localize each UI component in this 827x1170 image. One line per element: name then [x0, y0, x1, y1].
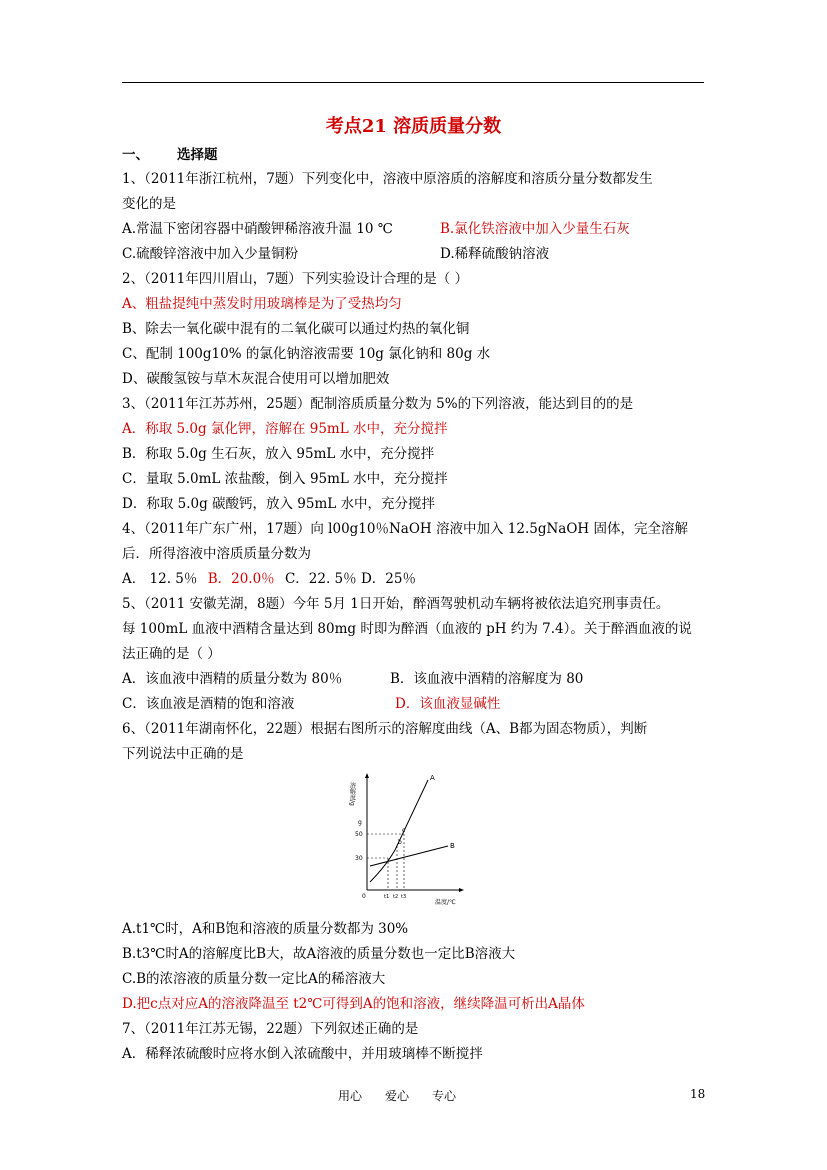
q6-option-c: C.B的浓溶液的质量分数一定比A的稀溶液大 — [122, 971, 386, 987]
q1-option-b-answer: B.氯化铁溶液中加入少量生石灰 — [440, 221, 630, 237]
point-c: c — [402, 827, 406, 834]
q1-option-a: A.常温下密闭容器中硝酸钾稀溶液升温 10 ℃ — [122, 221, 393, 237]
footer-word-2: 爱心 — [385, 1089, 410, 1103]
q6-option-a: A.t1℃时，A和B饱和溶液的质量分数都为 30% — [122, 921, 409, 937]
page-title: 考点21 溶质质量分数 — [325, 116, 502, 137]
q1-stem-line2: 变化的是 — [122, 196, 176, 212]
x-tick-t3: t3 — [401, 894, 407, 900]
q4-option-b-answer: B．20.0％ — [207, 571, 275, 587]
page-number: 18 — [690, 1087, 706, 1101]
q5-stem-line3: 法正确的是（ ） — [122, 646, 221, 662]
q7-option-a: A．稀释浓硫酸时应将水倒入浓硫酸中，并用玻璃棒不断搅拌 — [122, 1046, 483, 1062]
q1-option-d: D.稀释硫酸钠溶液 — [440, 246, 550, 262]
y-tick-unit: g — [358, 819, 362, 826]
footer-word-1: 用心 — [338, 1089, 363, 1103]
section-label: 选择题 — [177, 147, 218, 163]
x-tick-t2: t2 — [393, 894, 399, 900]
curve-b — [370, 846, 448, 866]
x-tick-t1: t1 — [384, 894, 390, 900]
solubility-curve-graph — [350, 770, 465, 905]
q2-option-c: C、配制 100g10% 的氯化钠溶液需要 10g 氯化钠和 80g 水 — [122, 346, 491, 362]
y-tick-50: 50 — [355, 831, 363, 838]
header-rule — [122, 82, 704, 83]
graph-y-arrow — [365, 773, 369, 778]
curve-a — [370, 780, 428, 882]
q1-stem-line1: 1、（2011年浙江杭州，7题）下列变化中，溶液中原溶质的溶解度和溶质分量分数都发生 — [122, 171, 653, 187]
q6-option-d-answer: D.把c点对应A的溶液降温至 t2℃可得到A的饱和溶液，继续降温可析出A晶体 — [122, 996, 585, 1012]
q1-option-c: C.硫酸锌溶液中加入少量铜粉 — [122, 246, 299, 262]
q6-stem-line2: 下列说法中正确的是 — [122, 746, 244, 762]
q5-option-b: B．该血液中酒精的溶解度为 80 — [390, 671, 584, 687]
q5-option-d-answer: D．该血液显碱性 — [395, 696, 501, 712]
q5-stem-line2: 每 100mL 血液中酒精含量达到 80mg 时即为醉酒（血液的 pH 约为 7.4）。关于醉酒血液的说 — [122, 621, 692, 637]
q3-option-c: C．量取 5.0mL 浓盐酸，倒入 95mL 水中，充分搅拌 — [122, 471, 448, 487]
q3-option-b: B．称取 5.0g 生石灰，放入 95mL 水中，充分搅拌 — [122, 446, 435, 462]
q3-option-d: D．称取 5.0g 碳酸钙，放入 95mL 水中，充分搅拌 — [122, 496, 436, 512]
q6-option-b: B.t3℃时A的溶解度比B大，故A溶液的质量分数也一定比B溶液大 — [122, 946, 516, 962]
q5-stem-line1: 5、（2011 安徽芜湖，8题）今年 5月 1日开始，醉酒驾驶机动车辆将被依法追究刑事责任。 — [122, 596, 670, 612]
graph-x-arrow — [459, 888, 464, 892]
graph-origin: 0 — [362, 893, 366, 900]
q7-stem: 7、（2011年江苏无锡，22题）下列叙述正确的是 — [122, 1021, 419, 1037]
q5-option-c: C．该血液是酒精的饱和溶液 — [122, 696, 295, 712]
q4-option-a: A． 12. 5％ — [122, 571, 198, 587]
curve-b-label: B — [450, 842, 455, 850]
graph-xlabel: 温度/℃ — [435, 899, 456, 906]
q5-option-a: A．该血液中酒精的质量分数为 80％ — [122, 671, 343, 687]
q4-options — [122, 570, 416, 588]
q3-option-a-answer: A．称取 5.0g 氯化钾，溶解在 95mL 水中，充分搅拌 — [122, 421, 448, 437]
point-b: b — [398, 839, 402, 846]
section-number: 一、 — [122, 147, 149, 163]
footer-word-3: 专心 — [432, 1089, 457, 1103]
y-tick-30: 30 — [355, 855, 363, 862]
section-heading — [122, 146, 218, 164]
q2-option-d: D、碳酸氢铵与草木灰混合使用可以增加肥效 — [122, 371, 390, 387]
q6-stem-line1: 6、（2011年湖南怀化，22题）根据右图所示的溶解度曲线（A、B都为固态物质），判断 — [122, 721, 648, 737]
q2-option-a-answer: A、粗盐提纯中蒸发时用玻璃棒是为了受热均匀 — [122, 296, 402, 312]
q4-stem-line2: 后．所得溶液中溶质质量分数为 — [122, 546, 311, 562]
q2-stem: 2、（2011年四川眉山，7题）下列实验设计合理的是（ ） — [122, 271, 469, 287]
q4-option-cd: C．22. 5％ D．25％ — [284, 571, 416, 587]
curve-a-label: A — [430, 774, 435, 782]
q2-option-b: B、除去一氧化碳中混有的二氧化碳可以通过灼热的氧化铜 — [122, 321, 470, 337]
q4-stem-line1: 4、（2011年广东广州，17题）向 l00g10％NaOH 溶液中加入 12.5gNaOH 固体，完全溶解 — [122, 521, 688, 537]
graph-ylabel: 溶解度/g — [348, 782, 356, 806]
q3-stem: 3、（2011年江苏苏州，25题）配制溶质质量分数为 5%的下列溶液，能达到目的的是 — [122, 396, 634, 412]
